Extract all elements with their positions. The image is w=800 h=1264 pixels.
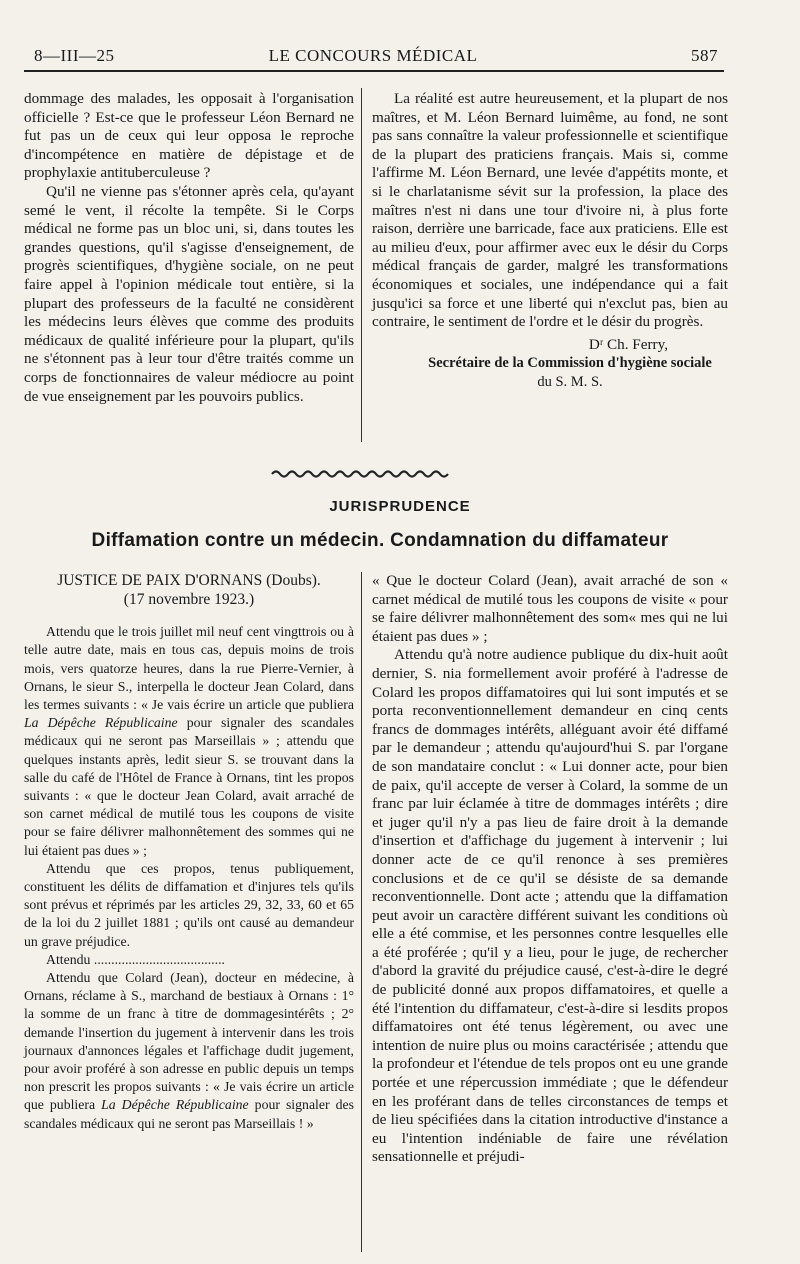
paragraph: La réalité est autre heureusement, et la plupart de nos maîtres, et M. Léon Bernard luimême, au fond, ne sont pas sans connaître la valeur professionnelle et scientifique de la plupart des praticiens français. Mais si, comme l'affirme M. Léon Bernard, une levée d'appétits monte, et si le charlatanisme sévit sur la profession, la place des maîtres n'est ni dans une tour d'ivoire ni, à plus forte raison, derrière une barricade, face aux praticiens. Elle est au milieu d'eux, pour affirmer avec eux le désir du Corps médical français de garder, malgré les transformations économiques et sociales, une indépendance qui a fait jusqu'ici sa force et une liberté qui n'exclut pas, bien au contraire, le sentiment de l'ordre et le désir du progrès. bbox=[372, 90, 728, 331]
paragraph: Attendu que ces propos, tenus publiquement, constituent les délits de diffamation et d'injures tels qu'ils sont prévus et réprimés par les articles 29, 32, 33, 60 et 65 de la loi du 2 juillet 1881 ; qu'ils ont causé au demandeur un grave préjudice. bbox=[24, 860, 354, 949]
paragraph: Attendu ...................................... bbox=[46, 951, 225, 967]
bottom-right-column bbox=[372, 572, 728, 1167]
bottom-left-column bbox=[24, 572, 354, 1133]
top-right-column bbox=[372, 90, 728, 392]
page-number: 587 bbox=[691, 46, 718, 65]
ornament-divider bbox=[270, 468, 450, 480]
article-title: Diffamation contre un médecin. Condamnation du diffamateur bbox=[91, 530, 669, 551]
paragraph: Attendu que Colard (Jean), docteur en médecine, à Ornans, réclame à S., marchand de bestiaux à Ornans : 1° la somme de un franc à titre de dommagesintérêts ; 2° demande l'insertion du jugement à intervenir dans les trois journaux d'annonces légales et l'affichage dudit jugement, pour avoir proféré à son adresse en public depuis un temps non prescrit les propos suivants : « Je vais écrire un article que publiera La Dépêche Républicaine pour signaler des scandales médicaux qui ne seront pas Marseillais ! » bbox=[24, 970, 354, 1131]
signature-block bbox=[372, 336, 728, 392]
paragraph: Attendu qu'à notre audience publique du dix-huit août dernier, S. nia formellement avoir proféré à l'adresse de Colard les propos diffamatoires qui lui sont imputés et se porta reconventionnellement demandeur en cinq cents francs de dommages intérêts, alléguant avoir été diffamé par le demandeur ; attendu qu'aujourd'hui S. par l'organe de son mandataire conclut : « Lui donner acte, pour bien de paix, qu'il accepte de verser à Colard, la somme de un franc par luir éclamée à titre de dommages intérêts ; dire et juger qu'il n'y a pas lieu de faire droit à la demande d'insertion et d'affichage du jugement à intervenir ; lui donner acte de ce qu'il renonce à ses premières conclusions et de ce qu'il se désiste de sa demande reconventionnelle. Dont acte ; attendu que la diffamation peut avoir un caractère différent suivant les conditions où elle a été commise, et les personnes contre lesquelles elle a été proférée ; qu'il y a lieu, pour le juge, de rechercher d'abord la gravité du préjudice causé, c'est-à-dire le degré de publicité donné aux propos diffamatoires, et quelle a été l'intention du diffamateur, c'est-à-dire si lesdits propos diffamatoires ont été tenus légèrement, ou avec une intention de nuire plus ou moins caractérisée ; attendu que la profondeur et l'étendue de tels propos ont eu une grande portée et une répercussion immédiate ; que le défendeur en les proférant dans de telles circonstances de temps et de lieu spécifiées dans la citation introductive d'instance a eu l'intention indéniable de faire une révélation sensationnelle et préjudi- bbox=[372, 646, 728, 1166]
newspaper-name: La Dépêche Républicaine bbox=[24, 715, 178, 731]
author-title-org: du S. M. S. bbox=[537, 373, 603, 390]
running-head bbox=[28, 46, 718, 70]
issue-date: 8—III—25 bbox=[34, 46, 115, 65]
column-divider bbox=[361, 572, 362, 1252]
author-title: Secrétaire de la Commission d'hygiène sociale bbox=[428, 355, 712, 372]
column-divider bbox=[361, 88, 362, 442]
journal-title: LE CONCOURS MÉDICAL bbox=[268, 46, 478, 65]
court-name: JUSTICE DE PAIX D'ORNANS (Doubs). bbox=[57, 572, 321, 589]
author-name: Dʳ Ch. Ferry, bbox=[588, 335, 668, 353]
section-heading: JURISPRUDENCE bbox=[329, 498, 471, 515]
top-left-column bbox=[24, 90, 354, 406]
judgment-date: (17 novembre 1923.) bbox=[123, 590, 255, 608]
paragraph: Attendu que le trois juillet mil neuf cent vingttrois ou à telle autre date, mais en tous cas, depuis moins de trois mois, vers quatorze heures, dans la rue Pierre-Vernier, à Ornans, le sieur S., interpella le docteur Jean Colard, dans les termes suivants : « Je vais écrire un article que publiera La Dépêche Républicaine pour signaler des scandales médicaux qui ne seront pas Marseillais » ; attendu que quelques instants après, ledit sieur S. se trouvant dans la salle du café de l'Hôtel de France à Ornans, tint les propos suivants : « que le docteur Jean Colard, avait arraché de son carnet médical de mutilé tous les coupons de visite pour se faire délivrer malhonnêtement des sommes qui ne lui étaient pas dues » ; bbox=[24, 624, 354, 858]
paragraph: dommage des malades, les opposait à l'organisation officielle ? Est-ce que le professeur Léon Bernard ne fut pas un de ceux qui leur opposa le reproche d'incompétence en matière de dépistage et de prophylaxie antituberculeuse ? bbox=[24, 90, 354, 182]
newspaper-name: La Dépêche Républicaine bbox=[101, 1097, 249, 1113]
paragraph: Qu'il ne vienne pas s'étonner après cela, qu'ayant semé le vent, il récolte la tempête. Si le Corps médical ne forme pas un bloc uni, si, dans toutes les grandes questions, qu'il s'agisse d'enseignement, de progrès scientifiques, d'hygiène sociale, on ne peut faire appel à l'opinion médicale tout entière, si la plupart des professeurs de la faculté ne considèrent les médecins leurs élèves que comme des produits médicaux de qualité inférieure pour la plupart, qu'ils ne s'étonnent pas à leur tour d'être traités comme un corps de fonctionnaires de valeur médiocre au point de vue enseignement par les pouvoirs publics. bbox=[24, 182, 354, 405]
paragraph: « Que le docteur Colard (Jean), avait arraché de son « carnet médical de mutilé tous les coupons de visite « pour se faire délivrer malhonnêtement des som« mes qui ne lui étaient pas dues » ; bbox=[372, 572, 728, 645]
header-rule bbox=[24, 70, 724, 72]
